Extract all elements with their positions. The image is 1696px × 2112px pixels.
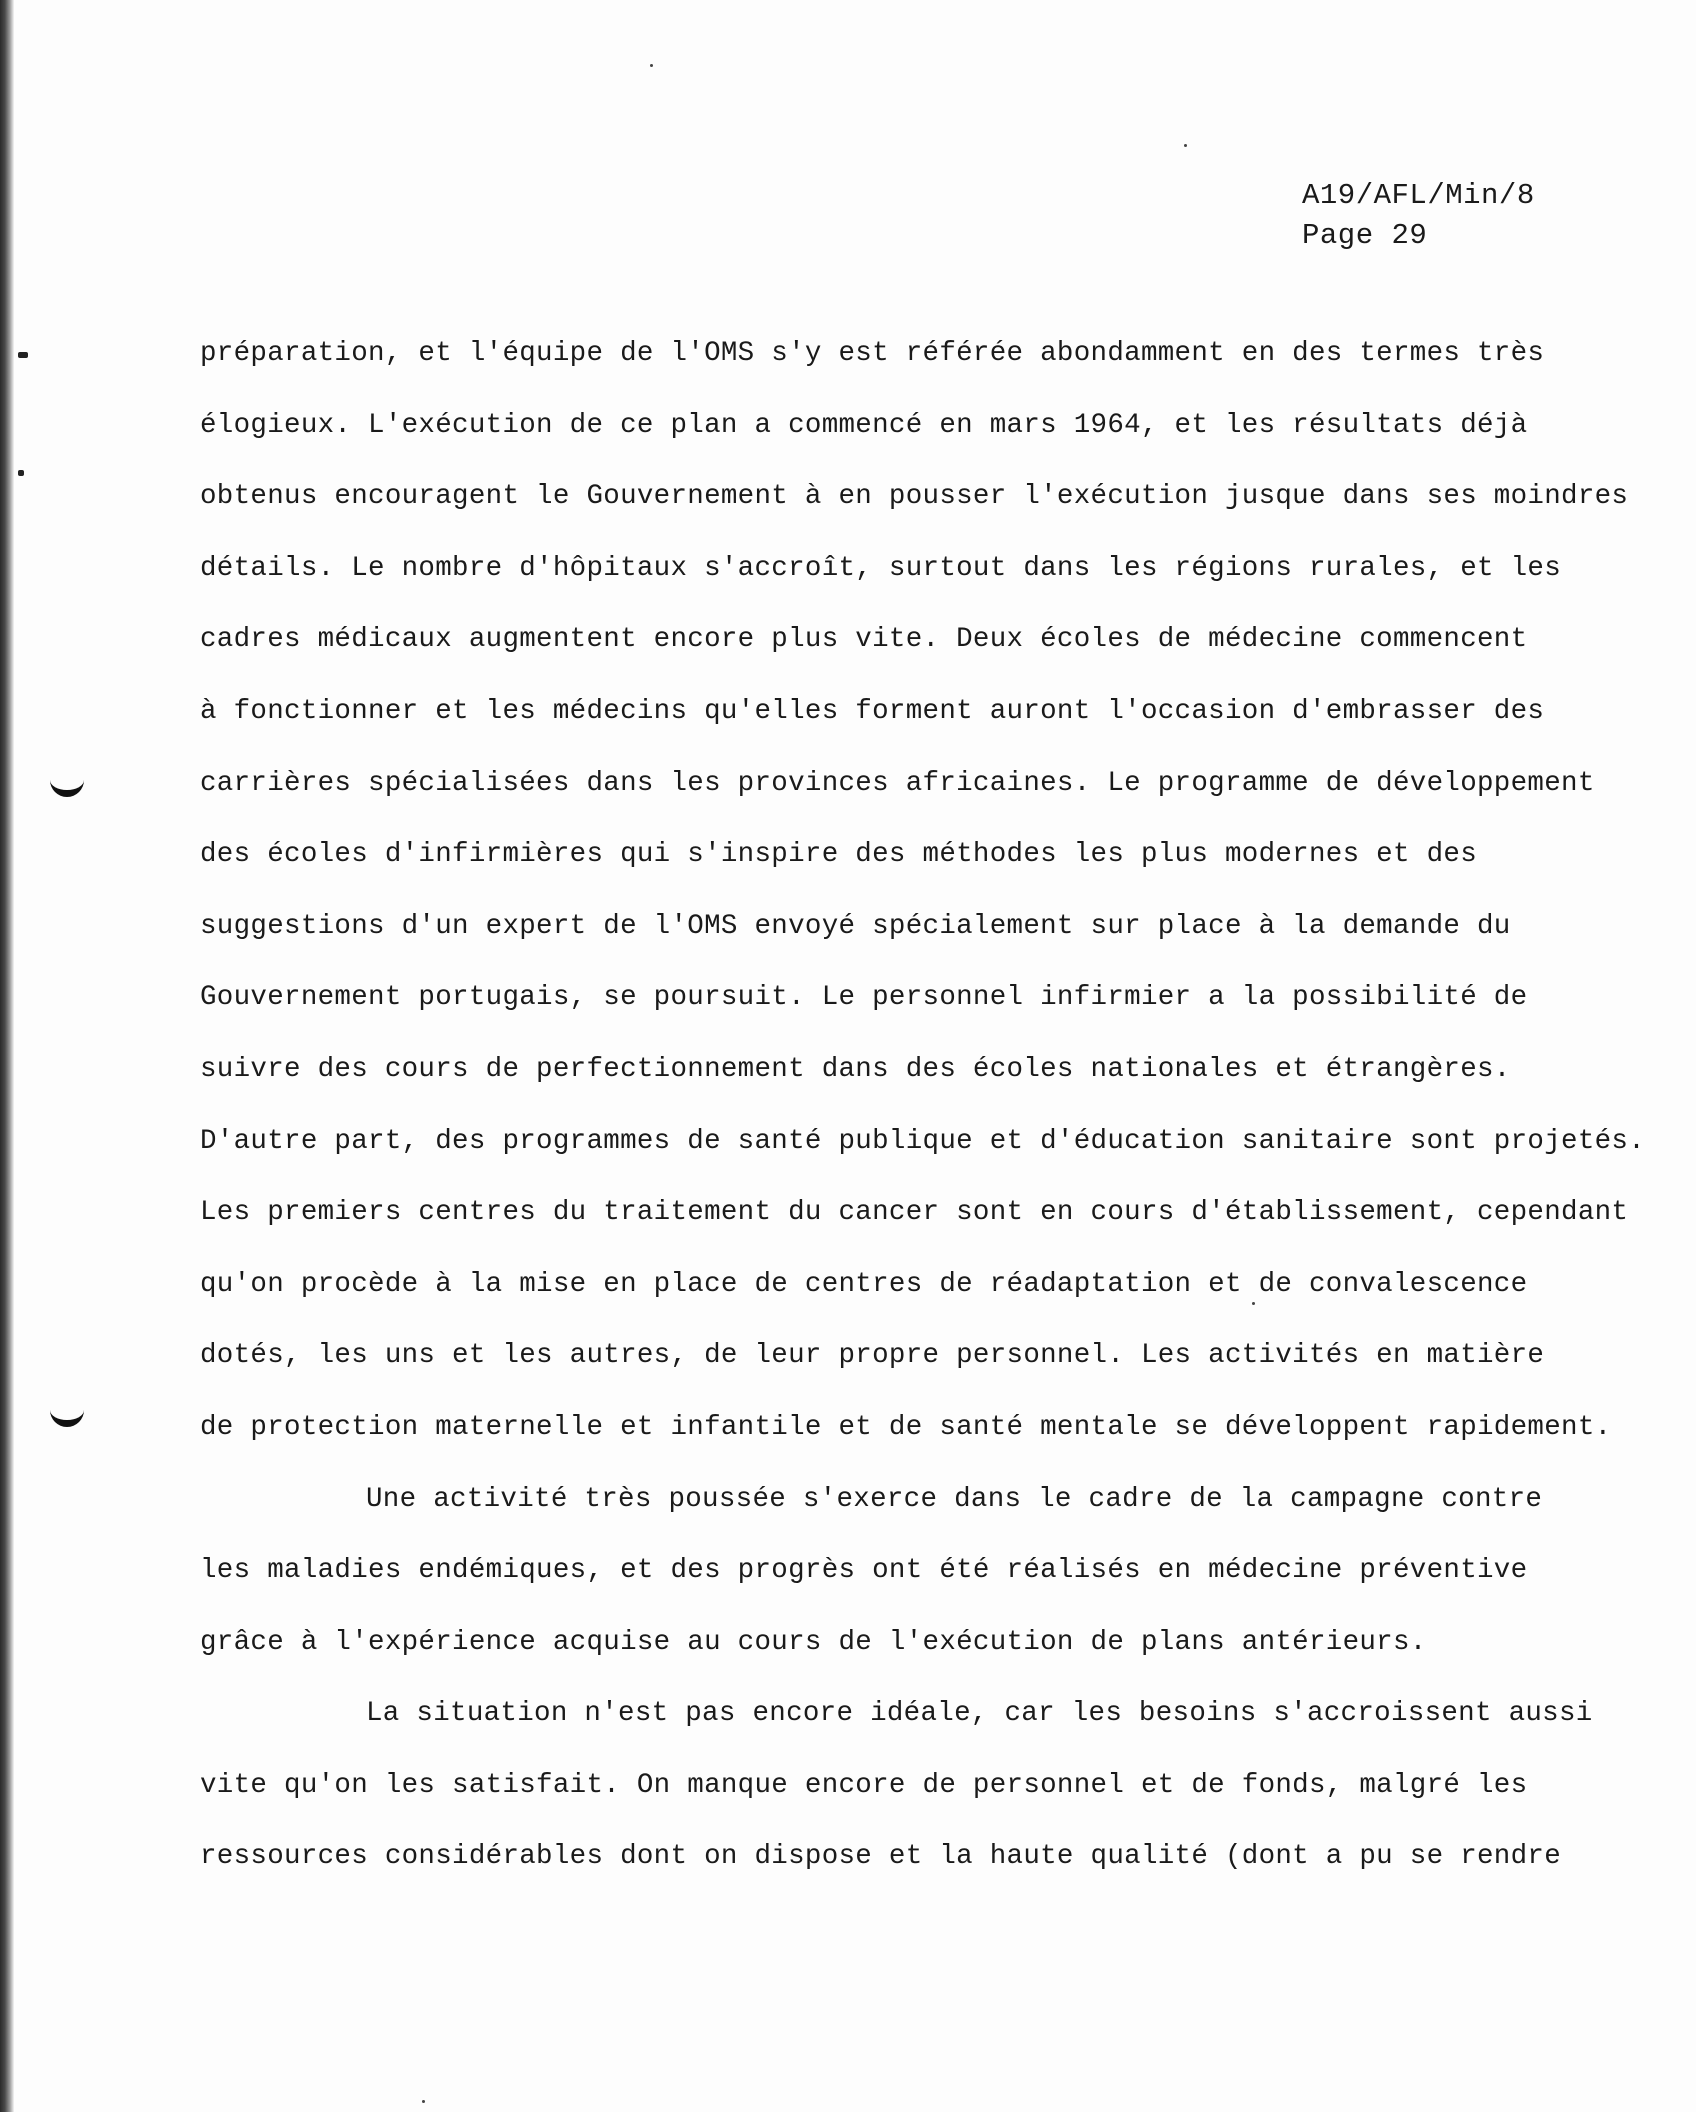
punch-hole-mark xyxy=(50,774,84,797)
text-line: les maladies endémiques, et des progrès ont été réalisés en médecine préventive xyxy=(200,1555,1528,1587)
text-line: carrières spécialisées dans les provinces africaines. Le programme de développement xyxy=(200,767,1595,799)
scan-speck xyxy=(18,470,24,476)
text-line: suggestions d'un expert de l'OMS envoyé spécialement sur place à la demande du xyxy=(200,910,1511,942)
text-line: des écoles d'infirmières qui s'inspire des méthodes les plus modernes et des xyxy=(200,839,1478,871)
text-line: vite qu'on les satisfait. On manque encore de personnel et de fonds, malgré les xyxy=(200,1769,1528,1801)
text-line: Une activité très poussée s'exerce dans le cadre de la campagne contre xyxy=(366,1483,1543,1515)
text-line: préparation, et l'équipe de l'OMS s'y est référée abondamment en des termes très xyxy=(200,338,1545,369)
text-line: qu'on procède à la mise en place de centres de réadaptation et de convalescence xyxy=(200,1268,1528,1300)
scan-speck xyxy=(18,352,28,358)
text-line: dotés, les uns et les autres, de leur propre personnel. Les activités en matière xyxy=(200,1340,1545,1372)
text-line: D'autre part, des programmes de santé publique et d'éducation sanitaire sont projetés. xyxy=(200,1125,1646,1157)
text-line: grâce à l'expérience acquise au cours de l'exécution de plans antérieurs. xyxy=(200,1626,1427,1658)
text-line: cadres médicaux augmentent encore plus vite. Deux écoles de médecine commencent xyxy=(200,624,1528,656)
text-line: élogieux. L'exécution de ce plan a commencé en mars 1964, et les résultats déjà xyxy=(200,409,1528,441)
text-line: détails. Le nombre d'hôpitaux s'accroît, surtout dans les régions rurales, et les xyxy=(200,552,1562,584)
scan-dot xyxy=(1184,144,1187,147)
text-line: de protection maternelle et infantile et de santé mentale se développent rapidement. xyxy=(200,1411,1612,1443)
document-code: A19/AFL/Min/8 xyxy=(1302,179,1535,212)
text-line: suivre des cours de perfectionnement dans des écoles nationales et étrangères. xyxy=(200,1053,1511,1085)
scan-dot xyxy=(422,2100,425,2103)
document-reference xyxy=(1302,176,1535,256)
text-line: Les premiers centres du traitement du cancer sont en cours d'établissement, cependant xyxy=(200,1197,1629,1229)
scan-dot xyxy=(650,64,653,67)
punch-hole-mark xyxy=(50,1404,84,1427)
text-line: obtenus encouragent le Gouvernement à en pousser l'exécution jusque dans ses moindres xyxy=(200,481,1629,513)
page-number: Page 29 xyxy=(1302,219,1428,252)
text-line: ressources considérables dont on dispose et la haute qualité (dont a pu se rendre xyxy=(200,1841,1562,1873)
text-line: La situation n'est pas encore idéale, car les besoins s'accroissent aussi xyxy=(366,1698,1593,1730)
text-line: à fonctionner et les médecins qu'elles forment auront l'occasion d'embrasser des xyxy=(200,695,1545,727)
body-text xyxy=(200,318,1646,1893)
scan-binding-edge xyxy=(0,0,14,2112)
text-line: Gouvernement portugais, se poursuit. Le personnel infirmier a la possibilité de xyxy=(200,982,1528,1014)
